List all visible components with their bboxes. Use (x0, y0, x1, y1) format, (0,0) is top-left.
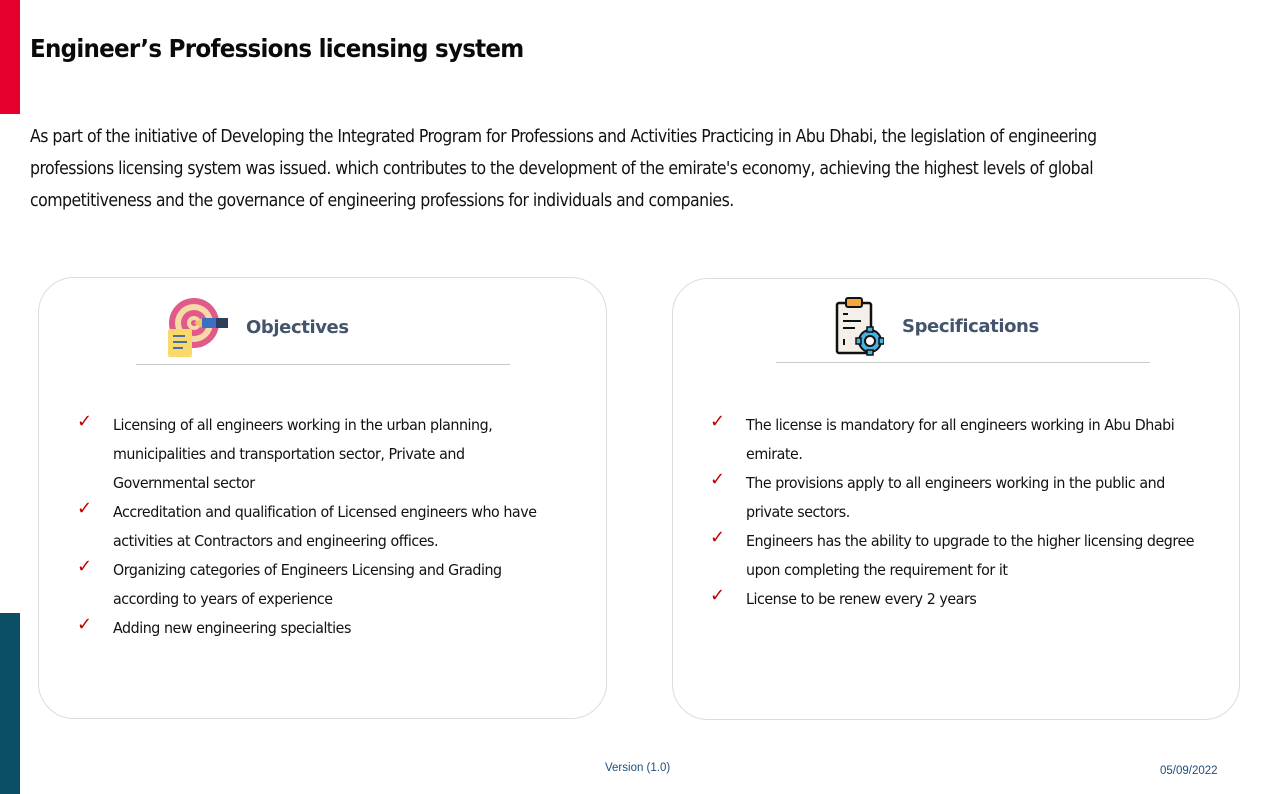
checkmark-icon: ✓ (710, 469, 725, 490)
date-label: 05/09/2022 (1160, 765, 1218, 777)
checkmark-icon: ✓ (710, 527, 725, 548)
clipboard-gear-icon (834, 295, 884, 357)
specifications-title: Specifications (902, 315, 1039, 337)
version-label: Version (1.0) (605, 762, 671, 774)
checkmark-icon: ✓ (77, 556, 92, 577)
target-icon (164, 295, 228, 359)
list-item: ✓ Adding new engineering specialties (77, 614, 547, 643)
list-item: ✓ Organizing categories of Engineers Licensing and Grading according to years of experience (77, 556, 547, 614)
specifications-header (834, 295, 1039, 357)
specifications-card (672, 278, 1240, 720)
checkmark-icon: ✓ (710, 585, 725, 606)
objectives-list (77, 411, 547, 643)
checkmark-icon: ✓ (710, 411, 725, 432)
list-item: ✓ Licensing of all engineers working in the urban planning, municipalities and transportation sector, Private and Governmental sector (77, 411, 547, 498)
objectives-title: Objectives (246, 316, 349, 338)
list-item: ✓ Engineers has the ability to upgrade to the higher licensing degree upon completing the requirement for it (710, 527, 1210, 585)
specifications-list (710, 411, 1210, 614)
intro-paragraph: As part of the initiative of Developing the Integrated Program for Professions and Activities Practicing in Abu Dhabi, the legislation of engineering professions licensing system was issued. which contributes to the development of the emirate's economy, achieving the highest levels of global competitiveness and the governance of engineering professions for individuals and companies. (30, 127, 1097, 211)
list-item: ✓ License to be renew every 2 years (710, 585, 1210, 614)
page-title: Engineer’s Professions licensing system (30, 34, 524, 63)
specifications-divider (776, 362, 1150, 363)
objectives-divider (136, 364, 510, 365)
accent-bar-teal (0, 613, 20, 794)
accent-bar-red (0, 0, 20, 114)
checkmark-icon: ✓ (77, 498, 92, 519)
objectives-card (38, 277, 607, 719)
list-item: ✓ The provisions apply to all engineers working in the public and private sectors. (710, 469, 1210, 527)
list-item: ✓ Accreditation and qualification of Licensed engineers who have activities at Contractors and engineering offices. (77, 498, 547, 556)
objectives-header (164, 295, 349, 359)
checkmark-icon: ✓ (77, 411, 92, 432)
checkmark-icon: ✓ (77, 614, 92, 635)
list-item: ✓ The license is mandatory for all engineers working in Abu Dhabi emirate. (710, 411, 1210, 469)
